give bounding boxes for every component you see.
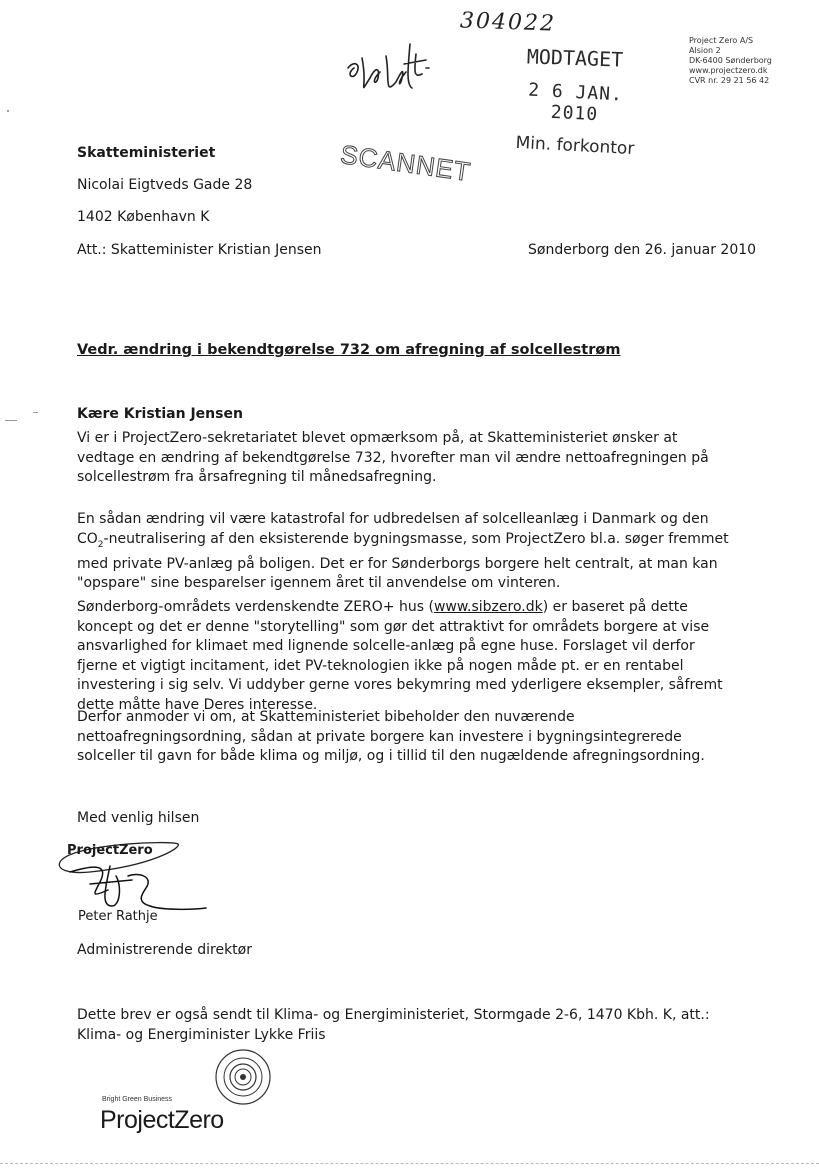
paragraph-2-text-start: En sådan ændring vil være katastrofal for udbredelsen af solcelleanlæg i Danmark og den CO xyxy=(77,511,709,547)
scan-artifact xyxy=(7,110,9,112)
paragraph-1: Vi er i ProjectZero-sekretariatet blevet opmærksom på, at Skatteministeriet ønsker at vedtage en ændring af bekendtgørelse 732, hvorefter man vil ændre nettoafregningen på solcellestrøm fra årsafregning til månedsafregning. xyxy=(77,430,709,485)
co2-subscript: 2 xyxy=(97,539,104,550)
paragraph-3-text-start: Sønderborg-områdets verdenskendte ZERO+ hus ( xyxy=(77,599,434,615)
scan-edge-line xyxy=(0,1163,819,1164)
sender-city: DK-6400 Sønderborg xyxy=(689,56,772,65)
signatory-title: Administrerende direktør xyxy=(77,942,252,958)
signature-org: ProjectZero xyxy=(67,843,153,858)
recipient-street: Nicolai Eigtveds Gade 28 xyxy=(77,177,253,193)
logo-tagline: Bright Green Business xyxy=(102,1096,173,1103)
salutation: Kære Kristian Jensen xyxy=(77,406,243,422)
sender-cvr: CVR nr. 29 21 56 42 xyxy=(689,76,770,85)
paragraph-3 xyxy=(77,598,739,715)
recipient-attention: Att.: Skatteminister Kristian Jensen xyxy=(77,242,322,258)
letter-subject: Vedr. ændring i bekendtgørelse 732 om afregning af solcellestrøm xyxy=(77,342,621,358)
received-stamp-office: Min. forkontor xyxy=(515,132,635,160)
received-stamp-title: MODTAGET xyxy=(526,44,624,72)
received-stamp xyxy=(505,44,645,160)
cc-note: Dette brev er også sendt til Klima- og Energiministeriet, Stormgade 2-6, 1470 Kbh. K, att.: Klima- og Energiminister Lykke Friis xyxy=(77,1007,710,1043)
recipient-name: Skatteministeriet xyxy=(77,145,216,161)
signatory-name: Peter Rathje xyxy=(78,909,158,924)
paragraph-2 xyxy=(77,510,739,594)
handwritten-journal-number: 304022 xyxy=(459,8,557,37)
scanned-stamp: SCANNET xyxy=(338,139,473,187)
sender-street: Alsion 2 xyxy=(689,46,721,55)
paragraph-3-text-end: ) er baseret på dette koncept og det er denne "storytelling" som gør det attraktivt for områdets borgere at vise ansvarlighed for klimaet med lignende solcelle-anlæg på egne huse. Forslaget vil derfor fjerne et vigtigt incitament, idet PV-teknologien ikke på nogen måde pt. er en rentabel investering i sig selv. Vi uddyber gerne vores bekymring med yderligere eksempler, såfremt dette måtte have Deres interesse. xyxy=(77,599,723,713)
scan-artifact xyxy=(33,412,38,413)
paragraph-2-text-end: -neutralisering af den eksisterende bygningsmasse, som ProjectZero bl.a. søger fremmet med private PV-anlæg på boligen. Det er for Sønderborgs borgere helt centralt, at man kan "opspare" sine besparelser igennem året til anvendelse om vinteren. xyxy=(77,530,729,592)
date-line: Sønderborg den 26. januar 2010 xyxy=(528,242,757,258)
recipient-city: 1402 København K xyxy=(77,209,210,225)
received-stamp-date: 2 6 JAN. 2010 xyxy=(527,79,624,126)
sender-web: www.projectzero.dk xyxy=(689,66,768,75)
paragraph-4: Derfor anmoder vi om, at Skatteministeriet bibeholder den nuværende nettoafregningsordning, sådan at private borgere kan investere i bygningsintegrerede solceller til gavn for både klima og miljø, og i tillid til den nugældende afregningsordning. xyxy=(77,709,705,764)
logo-wordmark: ProjectZero xyxy=(100,1106,224,1134)
scan-artifact xyxy=(5,420,17,421)
closing: Med venlig hilsen xyxy=(77,810,200,826)
projectzero-logo-mark xyxy=(214,1048,272,1106)
sender-name: Project Zero A/S xyxy=(689,36,754,45)
sender-address-block xyxy=(689,36,772,86)
handwritten-initials xyxy=(340,38,440,98)
sibzero-link[interactable]: www.sibzero.dk xyxy=(433,599,543,615)
